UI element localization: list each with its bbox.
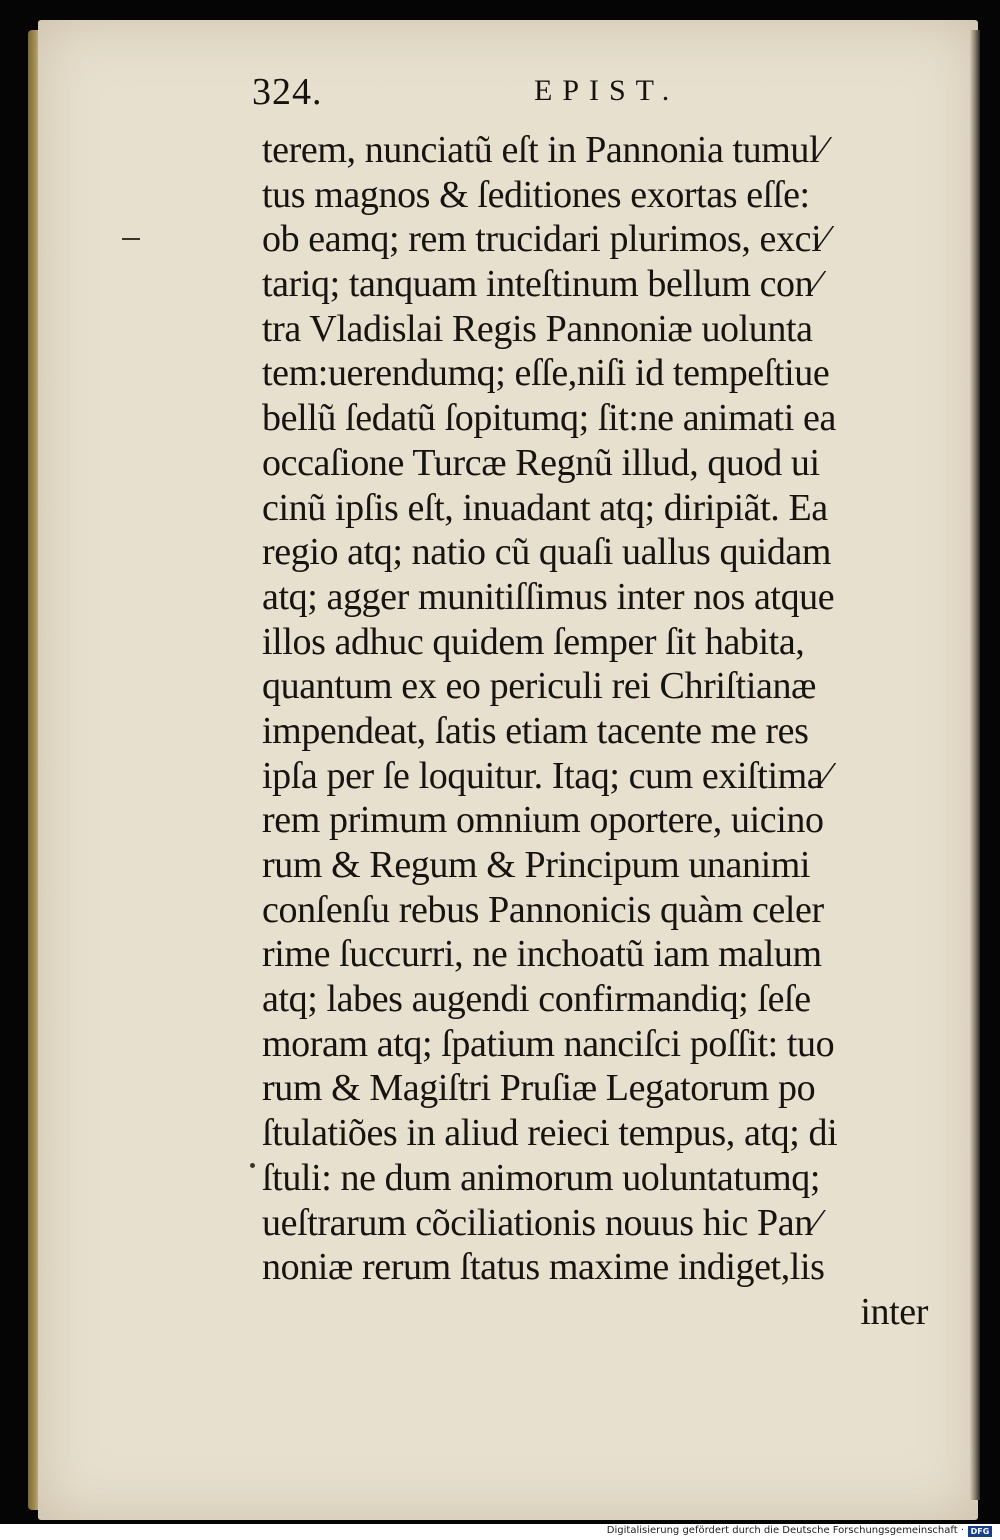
text-line: atq; agger munitiſſimus inter nos atque [262, 575, 835, 618]
text-line: tus magnos & ſeditiones exortas eſſe: [262, 173, 810, 216]
text-line: moram atq; ſpatium nanciſci poſſit: tuo [262, 1022, 835, 1065]
page-number: 324. [252, 71, 323, 113]
text-line: regio atq; natio cũ quaſi uallus quidam [262, 531, 832, 574]
text-line: occaſione Turcæ Regnũ illud, quod ui [262, 441, 820, 484]
margin-dot-mark [250, 1163, 255, 1168]
text-line: rum & Magiſtri Pruſiæ Legatorum po [262, 1067, 816, 1110]
catchword: inter [860, 1290, 928, 1333]
running-head: EPIST. [534, 74, 680, 107]
page-header [252, 70, 952, 120]
dfg-logo-icon: DFG [968, 1526, 992, 1537]
text-line: ob eamq; rem trucidari plurimos, exci⁄ [262, 218, 828, 261]
text-line: quantum ex eo periculi rei Chriſtianæ [262, 665, 816, 708]
page-right-edge [970, 30, 980, 1500]
text-line: conſenſu rebus Pannonicis quàm celer [262, 888, 824, 931]
text-line: tem:uerendumq; eſſe,niſi id tempeſtiue [262, 352, 830, 395]
text-line: cinũ ipſis eſt, inuadant atq; diripiãt. Ea [262, 486, 828, 529]
text-line: tra Vladislai Regis Pannoniæ uolunta [262, 307, 813, 350]
text-line: tariq; tanquam inteſtinum bellum con⁄ [262, 263, 820, 306]
text-line: noniæ rerum ſtatus maxime indiget,lis [262, 1246, 825, 1289]
body-text [262, 128, 942, 1335]
text-line: ueſtrarum cõciliationis nouus hic Pan⁄ [262, 1201, 819, 1244]
text-line: terem, nunciatũ eſt in Pannonia tumul⁄ [262, 129, 826, 171]
text-line: illos adhuc quidem ſemper ſit habita, [262, 620, 805, 663]
digitization-footer [0, 1524, 1000, 1540]
text-line: impendeat, ſatis etiam tacente me res [262, 709, 809, 752]
margin-dash-mark [122, 238, 140, 240]
text-line: rem primum omnium oportere, uicino [262, 799, 824, 842]
text-line: rum & Regum & Principum unanimi [262, 844, 811, 886]
text-line: ſtuli: ne dum animorum uoluntatumq; [262, 1156, 821, 1199]
funding-credit: Digitalisierung gefördert durch die Deutsche Forschungsgemeinschaft · [606, 1525, 964, 1536]
text-line: ſtulatiões in aliud reieci tempus, atq; di [262, 1112, 838, 1155]
text-line: ipſa per ſe loquitur. Itaq; cum exiſtima⁄ [262, 754, 830, 797]
text-line: atq; labes augendi confirmandiq; ſeſe [262, 978, 811, 1021]
text-line: bellũ ſedatũ ſopitumq; ſit:ne animati ea [262, 397, 836, 440]
text-line: rime ſuccurri, ne inchoatũ iam malum [262, 933, 822, 976]
